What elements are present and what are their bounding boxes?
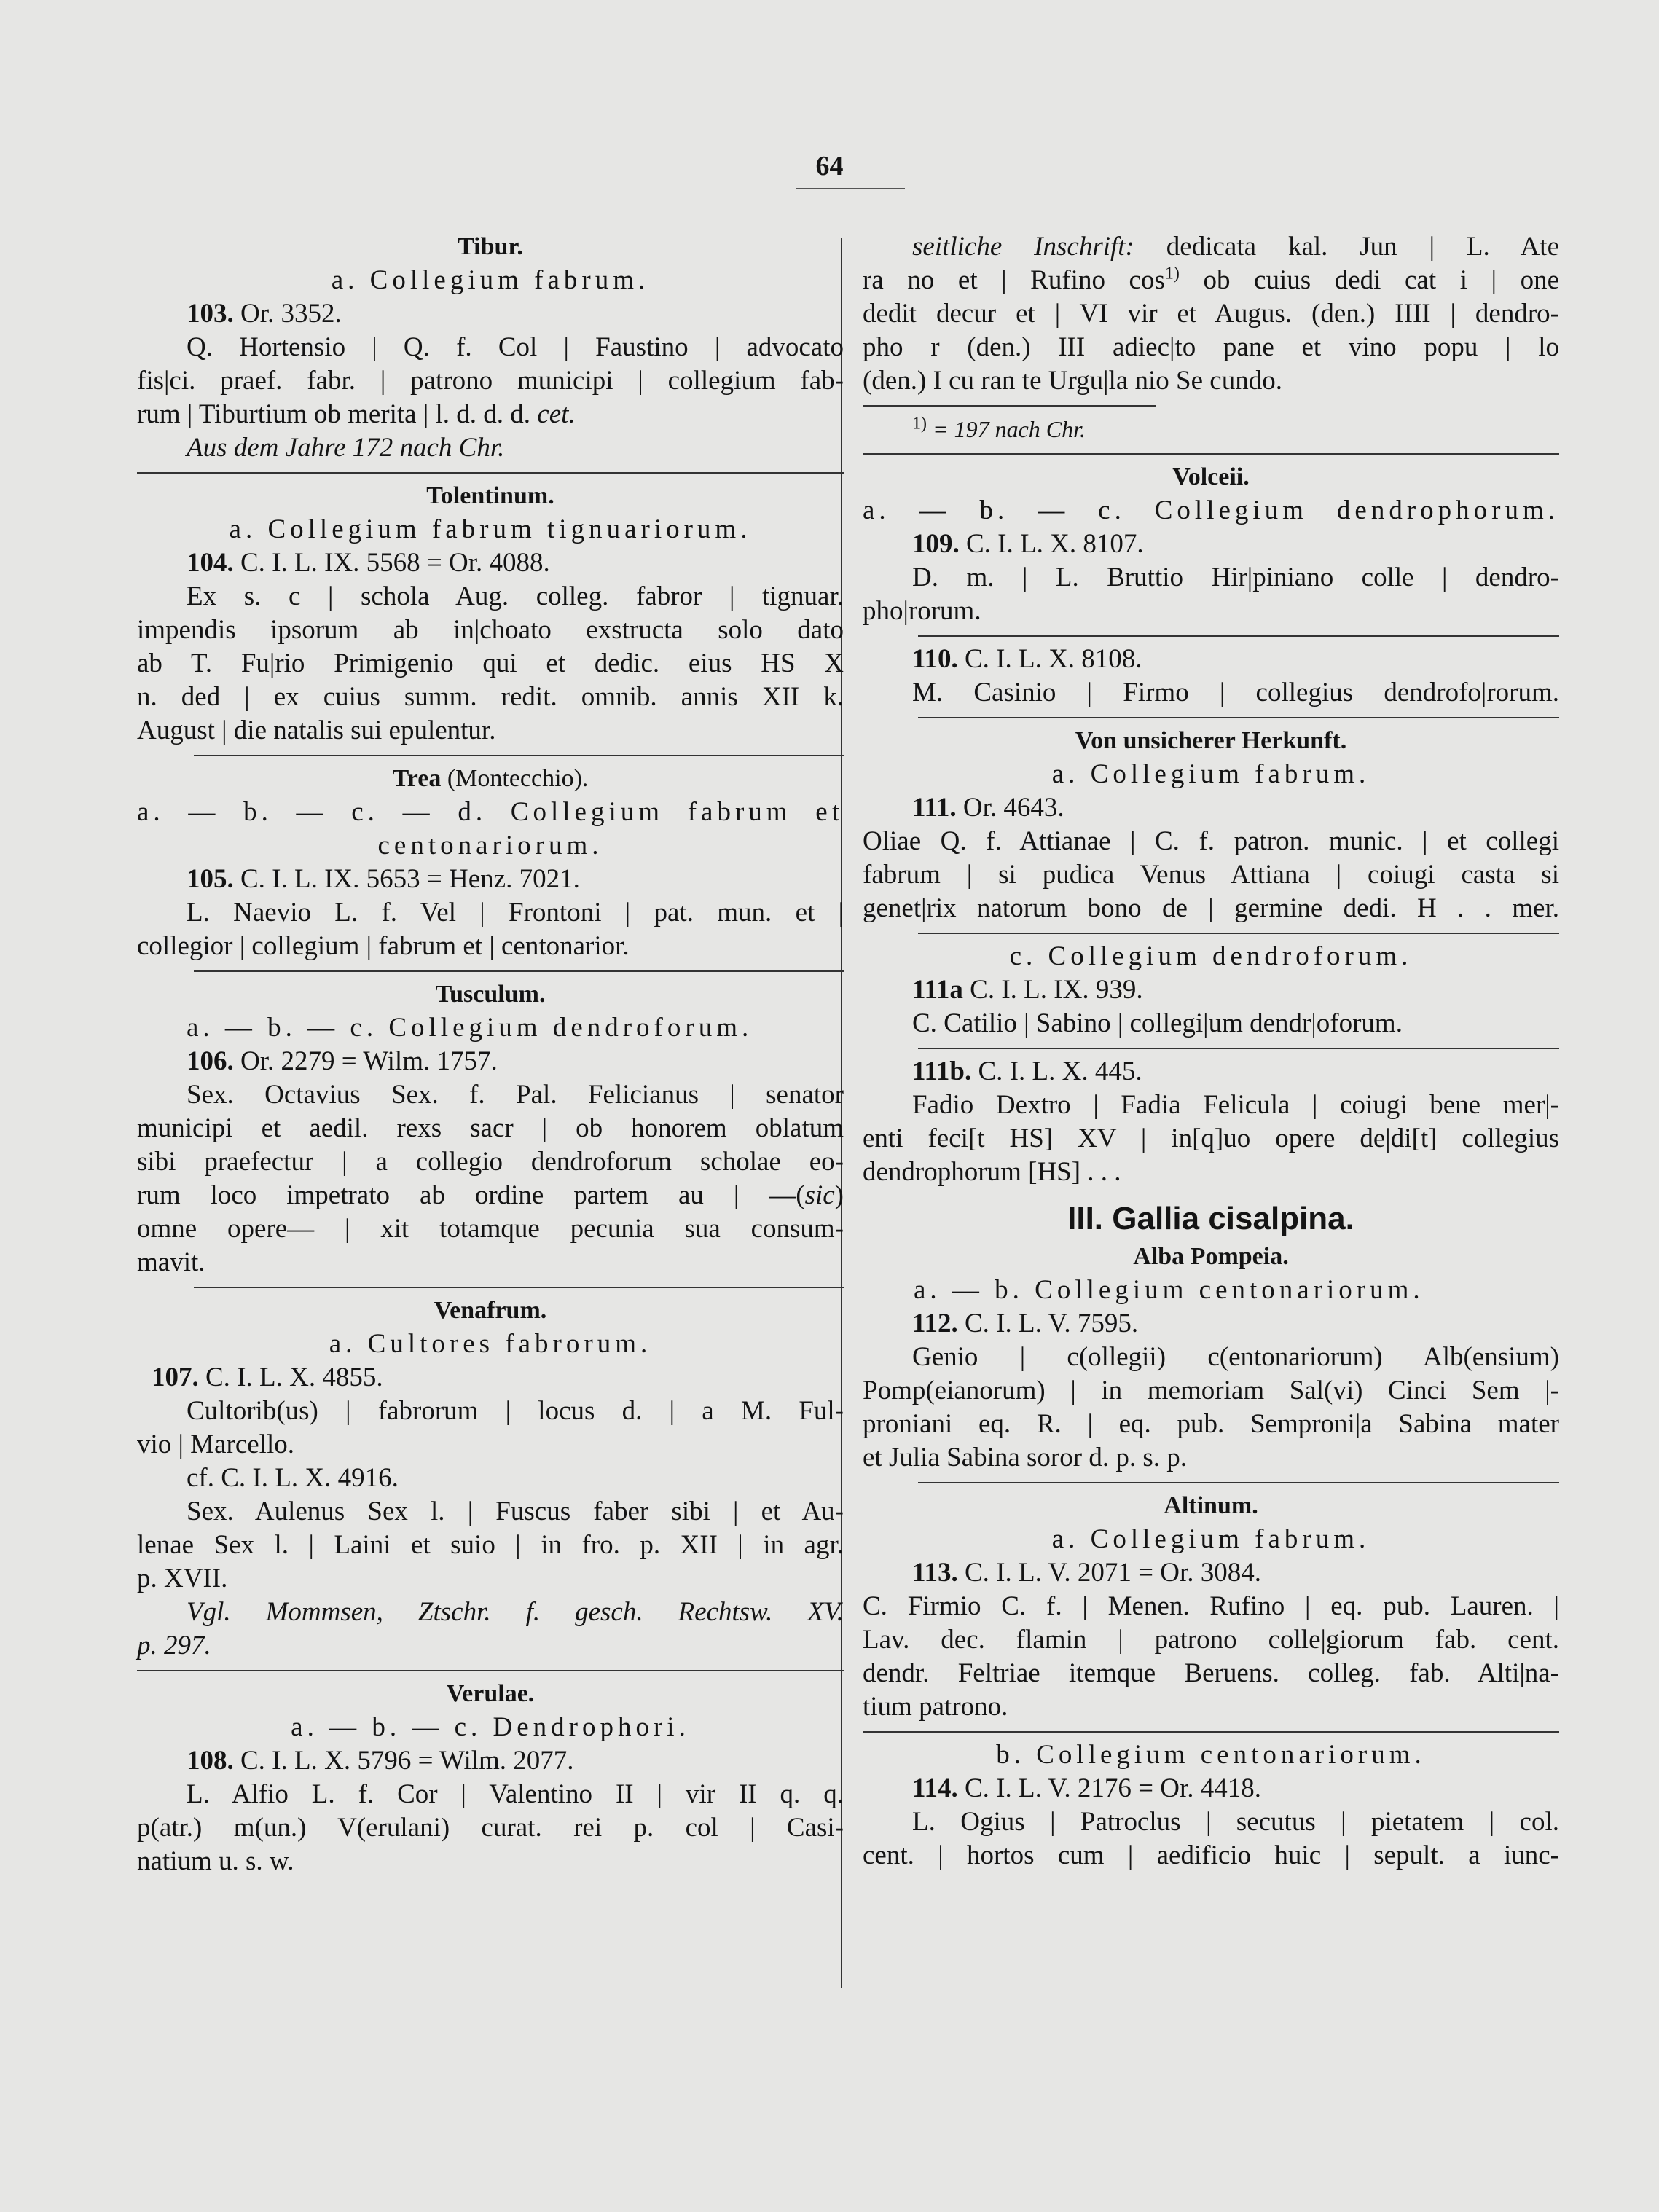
inscription-line: n. ded | ex cuius summ. redit. omnib. annis XII k. [137, 682, 844, 712]
inscription-text: ob cuius dedi cat i | one [1179, 265, 1559, 295]
entry-103-header [137, 297, 844, 331]
inscription-text: ra no et | Rufino cos [863, 265, 1165, 295]
subheading: a. Collegium fabrum. [1051, 759, 1370, 789]
footnote-text: = 197 nach Chr. [927, 416, 1086, 442]
inscription-text: dedicata kal. Jun | L. Ate [1166, 232, 1560, 262]
section-heading-unknown-origin: Von unsicherer Herkunft. [1075, 727, 1347, 754]
inscription-line: Q. Hortensio | Q. f. Col | Faustino | advocato [187, 332, 844, 362]
inscription-line: Ex s. c | schola Aug. colleg. fabror | tignuar. [187, 581, 844, 611]
entry-reference: C. I. L. V. 7595. [964, 1309, 1139, 1338]
side-inscription-label: seitliche Inschrift: [912, 232, 1134, 262]
entry-reference: C. I. L. X. 4855. [205, 1362, 383, 1392]
section-divider [137, 1670, 844, 1671]
footnote-marker: 1) [1164, 264, 1180, 283]
entry-reference: Or. 2279 = Wilm. 1757. [240, 1046, 498, 1076]
section-heading-tolentinum: Tolentinum. [426, 482, 554, 509]
inscription-line: D. m. | L. Bruttio Hir|piniano colle | dendro- [912, 562, 1559, 592]
inscription-line: lenae Sex l. | Laini et suio | in fro. p. XII | in agr. [137, 1530, 844, 1560]
inscription-line: Sex. Octavius Sex. f. Pal. Felicianus | senator [187, 1080, 844, 1110]
inscription-text: ) [834, 1180, 844, 1210]
section-divider [194, 1287, 844, 1288]
inscription-line: natium u. s. w. [137, 1846, 294, 1876]
inscription-line [863, 230, 1559, 264]
subheading: a. Cultores fabrorum. [329, 1329, 652, 1359]
inscription-line: collegior | collegium | fabrum et | centonarior. [137, 931, 630, 961]
section-divider [918, 635, 1559, 637]
entry-reference: C. I. L. IX. 939. [970, 975, 1143, 1005]
inscription-line: proniani eq. R. | eq. pub. Semproni|a Sabina mater [863, 1409, 1559, 1439]
entry-reference: C. I. L. IX. 5568 = Or. 4088. [240, 548, 550, 578]
inscription-line: p(atr.) m(un.) V(erulani) curat. rei p. col | Casi- [137, 1813, 844, 1843]
inscription-line: p. XVII. [137, 1564, 228, 1593]
section-divider [194, 970, 844, 972]
inscription-line: genet|rix natorum bono de | germine dedi. H . . mer. [863, 893, 1559, 923]
entry-105-header [137, 863, 844, 896]
entry-number: 107. [152, 1362, 199, 1392]
inscription-line: cent. | hortos cum | aedificio huic | sepult. a iunc- [863, 1840, 1559, 1870]
subheading: c. Collegium dendroforum. [1009, 941, 1413, 971]
entry-reference: C. I. L. X. 8108. [964, 644, 1142, 674]
right-column [863, 230, 1559, 1872]
inscription-text: cet. [537, 399, 576, 429]
inscription-line: pho r (den.) III adiec|to pane et vino popu | lo [863, 332, 1559, 362]
inscription-line: fabrum | si pudica Venus Attiana | coiugi casta si [863, 860, 1559, 890]
inscription-line: mavit. [137, 1247, 205, 1277]
left-column [137, 230, 844, 1878]
inscription-text: rum | Tiburtium ob merita | l. d. d. d. [137, 399, 531, 429]
entry-104-header [137, 546, 844, 580]
section-heading-verulae: Verulae. [446, 1680, 535, 1707]
inscription-line: dendrophorum [HS] . . . [863, 1157, 1121, 1187]
entry-114-header [863, 1772, 1559, 1805]
inscription-line: Fadio Dextro | Fadia Felicula | coiugi bene mer|- [912, 1090, 1559, 1120]
section-heading-venafrum: Venafrum. [434, 1297, 547, 1324]
editorial-note: p. 297. [137, 1631, 211, 1660]
page-number: 64 [815, 151, 844, 181]
section-divider [918, 717, 1559, 718]
section-divider [137, 472, 844, 474]
entry-109-header [863, 527, 1559, 561]
inscription-line: fis|ci. praef. fabr. | patrono municipi | collegium fab- [137, 366, 844, 396]
inscription-line [137, 398, 844, 431]
entry-108-header [137, 1744, 844, 1778]
subheading: a. — b. — c. Dendrophori. [291, 1712, 690, 1742]
inscription-line: L. Ogius | Patroclus | secutus | pietatem | col. [912, 1807, 1559, 1837]
entry-number: 111a [912, 975, 963, 1005]
section-heading-trea [137, 762, 844, 796]
inscription-line: M. Casinio | Firmo | collegius dendrofo|rorum. [912, 678, 1559, 707]
inscription-line: Sex. Aulenus Sex l. | Fuscus faber sibi | et Au- [187, 1497, 844, 1526]
entry-112-header [863, 1307, 1559, 1341]
chapter-heading: III. Gallia cisalpina. [1067, 1201, 1354, 1236]
inscription-text: rum loco impetrato ab ordine partem au | —( [137, 1180, 805, 1210]
entry-107-header [137, 1361, 844, 1395]
subheading: a. — b. — c. — d. Collegium fabrum et [137, 797, 844, 827]
inscription-line: L. Alfio L. f. Cor | Valentino II | vir II q. q. [187, 1779, 844, 1809]
inscription-line: omne opere— | xit totamque pecunia sua consum- [137, 1214, 844, 1244]
entry-111b-header [863, 1055, 1559, 1089]
entry-number: 109. [912, 529, 960, 559]
entry-reference: Or. 4643. [962, 793, 1064, 823]
inscription-line: Oliae Q. f. Attianae | C. f. patron. munic. | et collegi [863, 826, 1559, 856]
inscription-line: Cultorib(us) | fabrorum | locus d. | a M. Ful- [187, 1396, 844, 1426]
entry-number: 104. [187, 548, 234, 578]
entry-113-header [863, 1556, 1559, 1590]
subheading: a. Collegium fabrum. [1051, 1524, 1370, 1554]
inscription-line: impendis ipsorum ab in|choato exstructa solo dato [137, 615, 844, 645]
section-divider [863, 1731, 1559, 1733]
subheading: a. — b. Collegium centonariorum. [914, 1275, 1424, 1305]
section-divider [918, 1482, 1559, 1483]
editorial-note: Vgl. Mommsen, Ztschr. f. gesch. Rechtsw. XV. [187, 1597, 844, 1627]
section-divider [863, 453, 1559, 455]
subheading: a. — b. — c. Collegium dendrophorum. [863, 495, 1559, 525]
inscription-line: et Julia Sabina soror d. p. s. p. [863, 1443, 1187, 1472]
heading-text: Trea [392, 765, 442, 792]
footnote [863, 412, 1559, 446]
section-heading-volceii: Volceii. [1172, 463, 1250, 490]
section-divider [918, 1048, 1559, 1049]
entry-number: 112. [912, 1309, 958, 1338]
inscription-line: dedit decur et | VI vir et Augus. (den.) IIII | dendro- [863, 299, 1559, 329]
section-heading-altinum: Altinum. [1164, 1492, 1258, 1519]
inscription-line: dendr. Feltriae itemque Beruens. colleg. fab. Alti|na- [863, 1658, 1559, 1688]
entry-reference: C. I. L. V. 2071 = Or. 3084. [964, 1558, 1261, 1588]
inscription-line: L. Naevio L. f. Vel | Frontoni | pat. mun. et | [187, 898, 844, 927]
inscription-text: sic [804, 1180, 835, 1210]
section-divider [918, 933, 1559, 934]
footnote-divider [863, 405, 1156, 407]
entry-number: 111b. [912, 1056, 972, 1086]
inscription-line: enti feci[t HS] XV | in[q]uo opere de|di[t] collegius [863, 1123, 1559, 1153]
inscription-line: August | die natalis sui epulentur. [137, 715, 496, 745]
entry-number: 108. [187, 1746, 234, 1776]
entry-reference: C. I. L. X. 445. [978, 1056, 1142, 1086]
inscription-line: C. Firmio C. f. | Menen. Rufino | eq. pub. Lauren. | [863, 1591, 1559, 1621]
entry-reference: Or. 3352. [240, 299, 342, 329]
editorial-note: Aus dem Jahre 172 nach Chr. [187, 433, 505, 463]
entry-number: 111. [912, 793, 957, 823]
entry-110-header [863, 643, 1559, 676]
entry-reference: C. I. L. IX. 5653 = Henz. 7021. [240, 864, 580, 894]
entry-reference: C. I. L. X. 5796 = Wilm. 2077. [240, 1746, 574, 1776]
section-heading-alba-pompeia: Alba Pompeia. [1133, 1243, 1289, 1270]
inscription-line: (den.) I cu ran te Urgu|la nio Se cundo. [863, 366, 1282, 396]
entry-111a-header [863, 973, 1559, 1007]
inscription-line: Lav. dec. flamin | patrono colle|giorum fab. cent. [863, 1625, 1559, 1655]
inscription-line: Genio | c(ollegii) c(entonariorum) Alb(ensium) [912, 1342, 1559, 1372]
subheading: centonariorum. [377, 831, 603, 860]
inscription-line: vio | Marcello. [137, 1429, 294, 1459]
inscription-line: sibi praefectur | a collegio dendroforum scholae eo- [137, 1147, 844, 1177]
heading-note: (Montecchio). [447, 765, 589, 792]
entry-number: 103. [187, 299, 234, 329]
inscription-line: Pomp(eianorum) | in memoriam Sal(vi) Cinci Sem |- [863, 1376, 1559, 1405]
subheading: a. Collegium fabrum. [331, 265, 650, 295]
entry-106-header [137, 1045, 844, 1078]
entry-number: 110. [912, 644, 958, 674]
entry-reference: C. I. L. V. 2176 = Or. 4418. [964, 1773, 1261, 1803]
entry-number: 105. [187, 864, 234, 894]
inscription-line: ab T. Fu|rio Primigenio qui et dedic. eius HS X [137, 648, 844, 678]
section-heading-tibur: Tibur. [458, 233, 523, 260]
entry-111-header [863, 791, 1559, 825]
cross-reference: cf. C. I. L. X. 4916. [187, 1463, 399, 1493]
inscription-line [863, 264, 1559, 297]
page-number-ornament [796, 188, 905, 189]
entry-number: 113. [912, 1558, 958, 1588]
inscription-line: municipi et aedil. rexs sacr | ob honorem oblatum [137, 1113, 844, 1143]
inscription-line [137, 1179, 844, 1212]
inscription-line: tium patrono. [863, 1692, 1008, 1722]
entry-reference: C. I. L. X. 8107. [966, 529, 1144, 559]
subheading: a. — b. — c. Collegium dendroforum. [187, 1013, 753, 1043]
section-divider [194, 755, 844, 756]
entry-number: 114. [912, 1773, 958, 1803]
section-heading-tusculum: Tusculum. [435, 981, 546, 1008]
inscription-line: pho|rorum. [863, 596, 981, 626]
subheading: b. Collegium centonariorum. [996, 1740, 1426, 1770]
footnote-marker: 1) [912, 414, 927, 434]
entry-number: 106. [187, 1046, 234, 1076]
inscription-line: C. Catilio | Sabino | collegi|um dendr|oforum. [912, 1008, 1403, 1038]
subheading: a. Collegium fabrum tignuariorum. [229, 514, 752, 544]
